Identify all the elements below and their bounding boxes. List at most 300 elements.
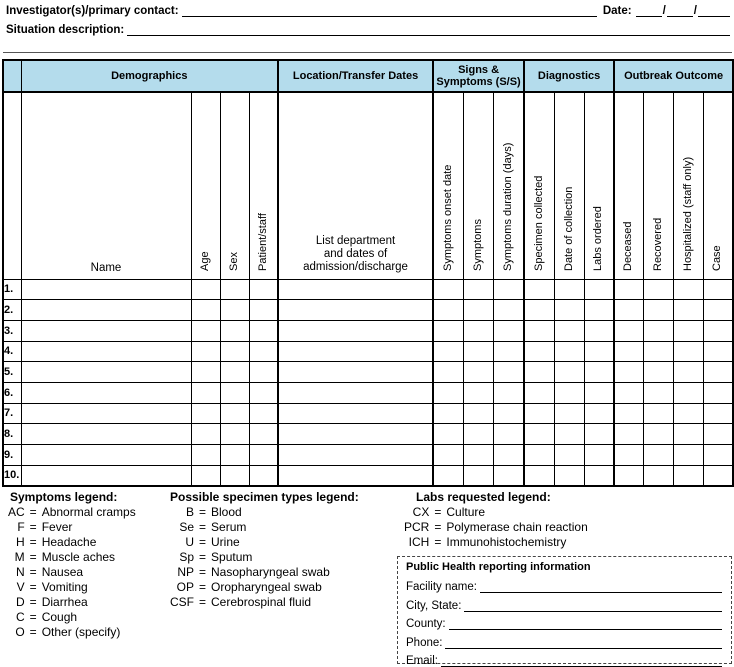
cell-r5-name[interactable] bbox=[21, 362, 191, 383]
cell-r10-symptoms-duration[interactable] bbox=[493, 465, 524, 486]
col-header-label: Patient/staff bbox=[256, 212, 269, 271]
cell-r5-case[interactable] bbox=[703, 362, 733, 383]
cell-r7-symptoms[interactable] bbox=[463, 403, 493, 424]
cell-r4-symptoms-duration[interactable] bbox=[493, 341, 524, 362]
cell-r3-department[interactable] bbox=[278, 320, 433, 341]
cell-r5-specimen-collected[interactable] bbox=[524, 362, 554, 383]
cell-r1-labs-ordered[interactable] bbox=[584, 279, 614, 300]
situation-description-second-line[interactable] bbox=[3, 52, 732, 53]
cell-r9-case[interactable] bbox=[703, 445, 733, 466]
group-header-location-transfer-dates: Location/Transfer Dates bbox=[278, 60, 433, 92]
date-day-field[interactable] bbox=[667, 5, 693, 17]
cell-r4-specimen-collected[interactable] bbox=[524, 341, 554, 362]
row-number-column-header bbox=[3, 60, 21, 92]
situation-row bbox=[6, 22, 730, 36]
cell-r10-sex[interactable] bbox=[220, 465, 249, 486]
cell-r2-specimen-collected[interactable] bbox=[524, 300, 554, 321]
cell-r9-symptoms[interactable] bbox=[463, 445, 493, 466]
cell-r2-deceased[interactable] bbox=[614, 300, 643, 321]
col-header-case bbox=[703, 92, 733, 279]
legend-equals-sign: = bbox=[29, 565, 37, 579]
cell-r10-hospitalized[interactable] bbox=[673, 465, 703, 486]
col-header-label: Age bbox=[199, 250, 211, 271]
legend-code: O bbox=[15, 625, 25, 639]
cell-r9-labs-ordered[interactable] bbox=[584, 445, 614, 466]
cell-r8-case[interactable] bbox=[703, 424, 733, 445]
cell-r9-name[interactable] bbox=[21, 445, 191, 466]
legend-label: Fever bbox=[41, 520, 73, 534]
legend-code: V bbox=[16, 580, 25, 594]
cell-r7-case[interactable] bbox=[703, 403, 733, 424]
legend-entries bbox=[170, 505, 359, 610]
row-number-1: 1. bbox=[3, 279, 21, 300]
cell-r7-specimen-collected[interactable] bbox=[524, 403, 554, 424]
legend-equals-sign: = bbox=[434, 505, 442, 519]
legend-code: H bbox=[16, 535, 25, 549]
legend-code: M bbox=[14, 550, 25, 564]
legend-label: Diarrhea bbox=[41, 595, 88, 609]
legend-code: Se bbox=[179, 520, 194, 534]
public-health-field-label: County: bbox=[406, 618, 446, 631]
col-header-age bbox=[191, 92, 220, 279]
cell-r9-sex[interactable] bbox=[220, 445, 249, 466]
labs-requested-legend bbox=[404, 490, 588, 550]
legend-label: Culture bbox=[446, 505, 486, 519]
cell-r3-date-of-collection[interactable] bbox=[554, 320, 584, 341]
cell-r5-symptoms-onset-date[interactable] bbox=[433, 362, 463, 383]
row-number-10: 10. bbox=[3, 465, 21, 486]
col-header-deceased bbox=[614, 92, 643, 279]
cell-r5-age[interactable] bbox=[191, 362, 220, 383]
cell-r9-age[interactable] bbox=[191, 445, 220, 466]
legend-label: Blood bbox=[211, 505, 242, 519]
cell-r3-specimen-collected[interactable] bbox=[524, 320, 554, 341]
cell-r5-symptoms-duration[interactable] bbox=[493, 362, 524, 383]
cell-r4-department[interactable] bbox=[278, 341, 433, 362]
legend-equals-sign: = bbox=[29, 550, 37, 564]
cell-r1-recovered[interactable] bbox=[643, 279, 673, 300]
col-header-recovered bbox=[643, 92, 673, 279]
col-header-label: Name bbox=[90, 261, 122, 274]
cell-r9-department[interactable] bbox=[278, 445, 433, 466]
cell-r6-case[interactable] bbox=[703, 382, 733, 403]
cell-r4-labs-ordered[interactable] bbox=[584, 341, 614, 362]
cell-r2-case[interactable] bbox=[703, 300, 733, 321]
col-header-symptoms-onset-date bbox=[433, 92, 463, 279]
cell-r1-sex[interactable] bbox=[220, 279, 249, 300]
cell-r4-date-of-collection[interactable] bbox=[554, 341, 584, 362]
cell-r4-hospitalized[interactable] bbox=[673, 341, 703, 362]
cell-r8-date-of-collection[interactable] bbox=[554, 424, 584, 445]
cell-r10-department[interactable] bbox=[278, 465, 433, 486]
legend-equals-sign: = bbox=[199, 520, 207, 534]
cell-r4-deceased[interactable] bbox=[614, 341, 643, 362]
cell-r7-hospitalized[interactable] bbox=[673, 403, 703, 424]
row-number-8: 8. bbox=[3, 424, 21, 445]
cell-r4-symptoms[interactable] bbox=[463, 341, 493, 362]
cell-r3-patient-staff[interactable] bbox=[249, 320, 278, 341]
cell-r5-labs-ordered[interactable] bbox=[584, 362, 614, 383]
cell-r7-symptoms-duration[interactable] bbox=[493, 403, 524, 424]
cell-r1-name[interactable] bbox=[21, 279, 191, 300]
legend-label: Oropharyngeal swab bbox=[211, 580, 322, 594]
legend-equals-sign: = bbox=[29, 520, 37, 534]
cell-r8-labs-ordered[interactable] bbox=[584, 424, 614, 445]
legend-equals-sign: = bbox=[199, 550, 207, 564]
public-health-box-title: Public Health reporting information bbox=[406, 561, 591, 573]
cell-r3-name[interactable] bbox=[21, 320, 191, 341]
cell-r8-name[interactable] bbox=[21, 424, 191, 445]
col-header-label: Deceased bbox=[622, 220, 635, 271]
cell-r3-deceased[interactable] bbox=[614, 320, 643, 341]
cell-r10-date-of-collection[interactable] bbox=[554, 465, 584, 486]
cell-r5-recovered[interactable] bbox=[643, 362, 673, 383]
public-health-field-row bbox=[406, 593, 722, 611]
public-health-input-line[interactable] bbox=[445, 636, 722, 649]
cell-r2-sex[interactable] bbox=[220, 300, 249, 321]
row-number-7: 7. bbox=[3, 403, 21, 424]
legend-equals-sign: = bbox=[199, 580, 207, 594]
cell-r6-sex[interactable] bbox=[220, 382, 249, 403]
cell-r8-specimen-collected[interactable] bbox=[524, 424, 554, 445]
legend-entries bbox=[404, 505, 588, 550]
group-header-signs-symptoms: Signs & Symptoms (S/S) bbox=[433, 60, 524, 92]
cell-r10-patient-staff[interactable] bbox=[249, 465, 278, 486]
col-header-label: Case bbox=[711, 244, 724, 271]
public-health-field-label: City, State: bbox=[406, 599, 462, 612]
cell-r5-date-of-collection[interactable] bbox=[554, 362, 584, 383]
legend-label: Immunohistochemistry bbox=[446, 535, 567, 549]
cell-r6-name[interactable] bbox=[21, 382, 191, 403]
cell-r2-symptoms[interactable] bbox=[463, 300, 493, 321]
cell-r8-symptoms-onset-date[interactable] bbox=[433, 424, 463, 445]
cell-r6-deceased[interactable] bbox=[614, 382, 643, 403]
cell-r6-age[interactable] bbox=[191, 382, 220, 403]
date-year-field[interactable] bbox=[698, 5, 730, 17]
public-health-input-line[interactable] bbox=[480, 580, 722, 593]
cell-r10-symptoms[interactable] bbox=[463, 465, 493, 486]
cell-r5-hospitalized[interactable] bbox=[673, 362, 703, 383]
group-header-outbreak-outcome: Outbreak Outcome bbox=[614, 60, 733, 92]
cell-r5-sex[interactable] bbox=[220, 362, 249, 383]
date-separator: / bbox=[693, 5, 697, 17]
cell-r8-symptoms-duration[interactable] bbox=[493, 424, 524, 445]
cell-r6-symptoms[interactable] bbox=[463, 382, 493, 403]
cell-r2-department[interactable] bbox=[278, 300, 433, 321]
legend-title: Symptoms legend: bbox=[10, 490, 118, 504]
legend-code: D bbox=[16, 595, 25, 609]
public-health-input-line[interactable] bbox=[464, 599, 722, 612]
situation-description-label: Situation description: bbox=[6, 24, 125, 36]
legend-equals-sign: = bbox=[29, 610, 37, 624]
table-row bbox=[3, 445, 733, 466]
cell-r1-case[interactable] bbox=[703, 279, 733, 300]
cell-r2-date-of-collection[interactable] bbox=[554, 300, 584, 321]
group-header-demographics: Demographics bbox=[21, 60, 278, 92]
col-header-label: Symptoms onset date bbox=[441, 164, 454, 271]
legend-label: Sputum bbox=[211, 550, 253, 564]
table-head bbox=[3, 60, 733, 279]
table-row bbox=[3, 362, 733, 383]
row-number-2: 2. bbox=[3, 300, 21, 321]
row-number-subheader bbox=[3, 92, 21, 279]
cell-r7-sex[interactable] bbox=[220, 403, 249, 424]
cell-r8-deceased[interactable] bbox=[614, 424, 643, 445]
cell-r7-patient-staff[interactable] bbox=[249, 403, 278, 424]
cell-r1-hospitalized[interactable] bbox=[673, 279, 703, 300]
legend-code: ICH bbox=[408, 535, 430, 549]
cell-r5-symptoms[interactable] bbox=[463, 362, 493, 383]
legend-code: F bbox=[17, 520, 25, 534]
table-row bbox=[3, 382, 733, 403]
cell-r9-specimen-collected[interactable] bbox=[524, 445, 554, 466]
col-header-label: Specimen collected bbox=[532, 175, 545, 271]
legend-label: Nausea bbox=[41, 565, 84, 579]
col-header-date-of-collection bbox=[554, 92, 584, 279]
legend-label: Urine bbox=[211, 535, 240, 549]
cell-r7-date-of-collection[interactable] bbox=[554, 403, 584, 424]
cell-r10-deceased[interactable] bbox=[614, 465, 643, 486]
table-row bbox=[3, 403, 733, 424]
cell-r4-case[interactable] bbox=[703, 341, 733, 362]
group-header-diagnostics: Diagnostics bbox=[524, 60, 614, 92]
col-header-department bbox=[278, 92, 433, 279]
public-health-fields bbox=[406, 575, 722, 667]
legend-equals-sign: = bbox=[29, 595, 37, 609]
legend-label: Vomiting bbox=[41, 580, 88, 594]
cell-r4-patient-staff[interactable] bbox=[249, 341, 278, 362]
cell-r3-labs-ordered[interactable] bbox=[584, 320, 614, 341]
cell-r8-patient-staff[interactable] bbox=[249, 424, 278, 445]
cell-r4-recovered[interactable] bbox=[643, 341, 673, 362]
col-header-label: Symptoms duration (days) bbox=[501, 142, 514, 271]
col-header-label: Sex bbox=[228, 251, 240, 271]
col-header-patient-staff bbox=[249, 92, 278, 279]
cell-r2-patient-staff[interactable] bbox=[249, 300, 278, 321]
public-health-field-row bbox=[406, 612, 722, 630]
public-health-field-label: Phone: bbox=[406, 636, 443, 649]
col-header-sex bbox=[220, 92, 249, 279]
cell-r9-deceased[interactable] bbox=[614, 445, 643, 466]
legend-title: Possible specimen types legend: bbox=[170, 490, 359, 504]
row-number-5: 5. bbox=[3, 362, 21, 383]
cell-r10-symptoms-onset-date[interactable] bbox=[433, 465, 463, 486]
public-health-field-row bbox=[406, 575, 722, 593]
cell-r4-name[interactable] bbox=[21, 341, 191, 362]
cell-r5-department[interactable] bbox=[278, 362, 433, 383]
legend-label: Cough bbox=[41, 610, 78, 624]
cell-r2-labs-ordered[interactable] bbox=[584, 300, 614, 321]
col-header-label: Date of collection bbox=[562, 186, 575, 271]
legend-code: NP bbox=[177, 565, 194, 579]
legend-code: CSF bbox=[170, 595, 194, 609]
cell-r6-symptoms-duration[interactable] bbox=[493, 382, 524, 403]
cell-r9-recovered[interactable] bbox=[643, 445, 673, 466]
col-header-label-line: List department bbox=[315, 234, 396, 247]
cell-r3-symptoms-onset-date[interactable] bbox=[433, 320, 463, 341]
cell-r1-symptoms-onset-date[interactable] bbox=[433, 279, 463, 300]
legend-title: Labs requested legend: bbox=[416, 490, 551, 504]
cell-r1-deceased[interactable] bbox=[614, 279, 643, 300]
row-number-6: 6. bbox=[3, 382, 21, 403]
cell-r4-symptoms-onset-date[interactable] bbox=[433, 341, 463, 362]
col-header-label-line: and dates of bbox=[323, 247, 388, 260]
cell-r1-specimen-collected[interactable] bbox=[524, 279, 554, 300]
cell-r3-recovered[interactable] bbox=[643, 320, 673, 341]
cell-r6-patient-staff[interactable] bbox=[249, 382, 278, 403]
legend-equals-sign: = bbox=[29, 535, 37, 549]
legend-label: Serum bbox=[211, 520, 247, 534]
public-health-field-row bbox=[406, 630, 722, 648]
cell-r7-age[interactable] bbox=[191, 403, 220, 424]
legend-code: Sp bbox=[179, 550, 194, 564]
legend-code: C bbox=[16, 610, 25, 624]
cell-r3-age[interactable] bbox=[191, 320, 220, 341]
cell-r1-department[interactable] bbox=[278, 279, 433, 300]
public-health-input-line[interactable] bbox=[449, 617, 722, 630]
cell-r2-symptoms-onset-date[interactable] bbox=[433, 300, 463, 321]
legend-code: AC bbox=[8, 505, 25, 519]
cell-r7-symptoms-onset-date[interactable] bbox=[433, 403, 463, 424]
cell-r1-date-of-collection[interactable] bbox=[554, 279, 584, 300]
cell-r4-age[interactable] bbox=[191, 341, 220, 362]
legend-code: OP bbox=[176, 580, 194, 594]
cell-r9-patient-staff[interactable] bbox=[249, 445, 278, 466]
cell-r8-symptoms[interactable] bbox=[463, 424, 493, 445]
table-row bbox=[3, 279, 733, 300]
cell-r7-department[interactable] bbox=[278, 403, 433, 424]
cell-r6-hospitalized[interactable] bbox=[673, 382, 703, 403]
col-header-specimen-collected bbox=[524, 92, 554, 279]
cell-r3-symptoms[interactable] bbox=[463, 320, 493, 341]
cell-r3-symptoms-duration[interactable] bbox=[493, 320, 524, 341]
legend-code: B bbox=[185, 505, 194, 519]
row-number-3: 3. bbox=[3, 320, 21, 341]
cell-r7-name[interactable] bbox=[21, 403, 191, 424]
cell-r6-symptoms-onset-date[interactable] bbox=[433, 382, 463, 403]
col-header-labs-ordered bbox=[584, 92, 614, 279]
cell-r10-recovered[interactable] bbox=[643, 465, 673, 486]
cell-r3-case[interactable] bbox=[703, 320, 733, 341]
cell-r1-age[interactable] bbox=[191, 279, 220, 300]
cell-r5-patient-staff[interactable] bbox=[249, 362, 278, 383]
col-header-symptoms-duration bbox=[493, 92, 524, 279]
cell-r6-labs-ordered[interactable] bbox=[584, 382, 614, 403]
cell-r3-hospitalized[interactable] bbox=[673, 320, 703, 341]
cell-r7-recovered[interactable] bbox=[643, 403, 673, 424]
cell-r9-symptoms-duration[interactable] bbox=[493, 445, 524, 466]
cell-r9-date-of-collection[interactable] bbox=[554, 445, 584, 466]
col-header-label: Hospitalized (staff only) bbox=[681, 156, 694, 271]
line-list-table bbox=[2, 59, 734, 487]
cell-r6-specimen-collected[interactable] bbox=[524, 382, 554, 403]
table-row bbox=[3, 465, 733, 486]
cell-r1-symptoms[interactable] bbox=[463, 279, 493, 300]
table-row bbox=[3, 341, 733, 362]
cell-r10-labs-ordered[interactable] bbox=[584, 465, 614, 486]
situation-description-input-line[interactable] bbox=[127, 24, 730, 36]
legend-label: Headache bbox=[41, 535, 97, 549]
cell-r5-deceased[interactable] bbox=[614, 362, 643, 383]
legend-entries bbox=[8, 505, 136, 640]
legend-equals-sign: = bbox=[29, 505, 37, 519]
legend-equals-sign: = bbox=[199, 505, 207, 519]
cell-r8-hospitalized[interactable] bbox=[673, 424, 703, 445]
investigator-input-line[interactable] bbox=[182, 5, 597, 17]
col-header-label: Labs ordered bbox=[592, 205, 605, 271]
date-month-field[interactable] bbox=[636, 5, 662, 17]
legend-equals-sign: = bbox=[199, 595, 207, 609]
date-label: Date: bbox=[602, 5, 632, 17]
col-header-hospitalized bbox=[673, 92, 703, 279]
cell-r1-symptoms-duration[interactable] bbox=[493, 279, 524, 300]
cell-r2-age[interactable] bbox=[191, 300, 220, 321]
table-body bbox=[3, 279, 733, 486]
cell-r4-sex[interactable] bbox=[220, 341, 249, 362]
legend-equals-sign: = bbox=[29, 580, 37, 594]
cell-r8-recovered[interactable] bbox=[643, 424, 673, 445]
date-separator: / bbox=[662, 5, 666, 17]
legend-code: U bbox=[185, 535, 194, 549]
public-health-field-row bbox=[406, 649, 722, 667]
cell-r9-symptoms-onset-date[interactable] bbox=[433, 445, 463, 466]
col-header-label: Symptoms bbox=[471, 218, 484, 271]
legend-label: Cerebrospinal fluid bbox=[211, 595, 312, 609]
cell-r10-specimen-collected[interactable] bbox=[524, 465, 554, 486]
table-row bbox=[3, 424, 733, 445]
col-header-symptoms bbox=[463, 92, 493, 279]
col-header-name bbox=[21, 92, 191, 279]
legend-equals-sign: = bbox=[29, 625, 37, 639]
investigator-label: Investigator(s)/primary contact: bbox=[6, 5, 179, 17]
row-number-4: 4. bbox=[3, 341, 21, 362]
legend-equals-sign: = bbox=[199, 565, 207, 579]
cell-r10-name[interactable] bbox=[21, 465, 191, 486]
table-row bbox=[3, 320, 733, 341]
table-row bbox=[3, 300, 733, 321]
cell-r8-age[interactable] bbox=[191, 424, 220, 445]
cell-r7-labs-ordered[interactable] bbox=[584, 403, 614, 424]
cell-r2-recovered[interactable] bbox=[643, 300, 673, 321]
legend-label: Muscle aches bbox=[41, 550, 116, 564]
cell-r2-symptoms-duration[interactable] bbox=[493, 300, 524, 321]
cell-r6-date-of-collection[interactable] bbox=[554, 382, 584, 403]
cell-r8-sex[interactable] bbox=[220, 424, 249, 445]
cell-r6-department[interactable] bbox=[278, 382, 433, 403]
cell-r3-sex[interactable] bbox=[220, 320, 249, 341]
legend-code: PCR bbox=[404, 520, 430, 534]
specimen-types-legend bbox=[170, 490, 359, 610]
cell-r10-age[interactable] bbox=[191, 465, 220, 486]
cell-r7-deceased[interactable] bbox=[614, 403, 643, 424]
cell-r1-patient-staff[interactable] bbox=[249, 279, 278, 300]
cell-r6-recovered[interactable] bbox=[643, 382, 673, 403]
public-health-reporting-box bbox=[397, 556, 732, 667]
cell-r2-name[interactable] bbox=[21, 300, 191, 321]
legend-label: Nasopharyngeal swab bbox=[211, 565, 330, 579]
cell-r9-hospitalized[interactable] bbox=[673, 445, 703, 466]
public-health-input-line[interactable] bbox=[441, 654, 722, 667]
legend-code: N bbox=[16, 565, 25, 579]
legend-label: Abnormal cramps bbox=[41, 505, 136, 519]
cell-r10-case[interactable] bbox=[703, 465, 733, 486]
legend-equals-sign: = bbox=[199, 535, 207, 549]
cell-r8-department[interactable] bbox=[278, 424, 433, 445]
public-health-field-label: Facility name: bbox=[406, 581, 477, 594]
cell-r2-hospitalized[interactable] bbox=[673, 300, 703, 321]
legend-equals-sign: = bbox=[434, 535, 442, 549]
col-header-label: Recovered bbox=[651, 217, 664, 271]
